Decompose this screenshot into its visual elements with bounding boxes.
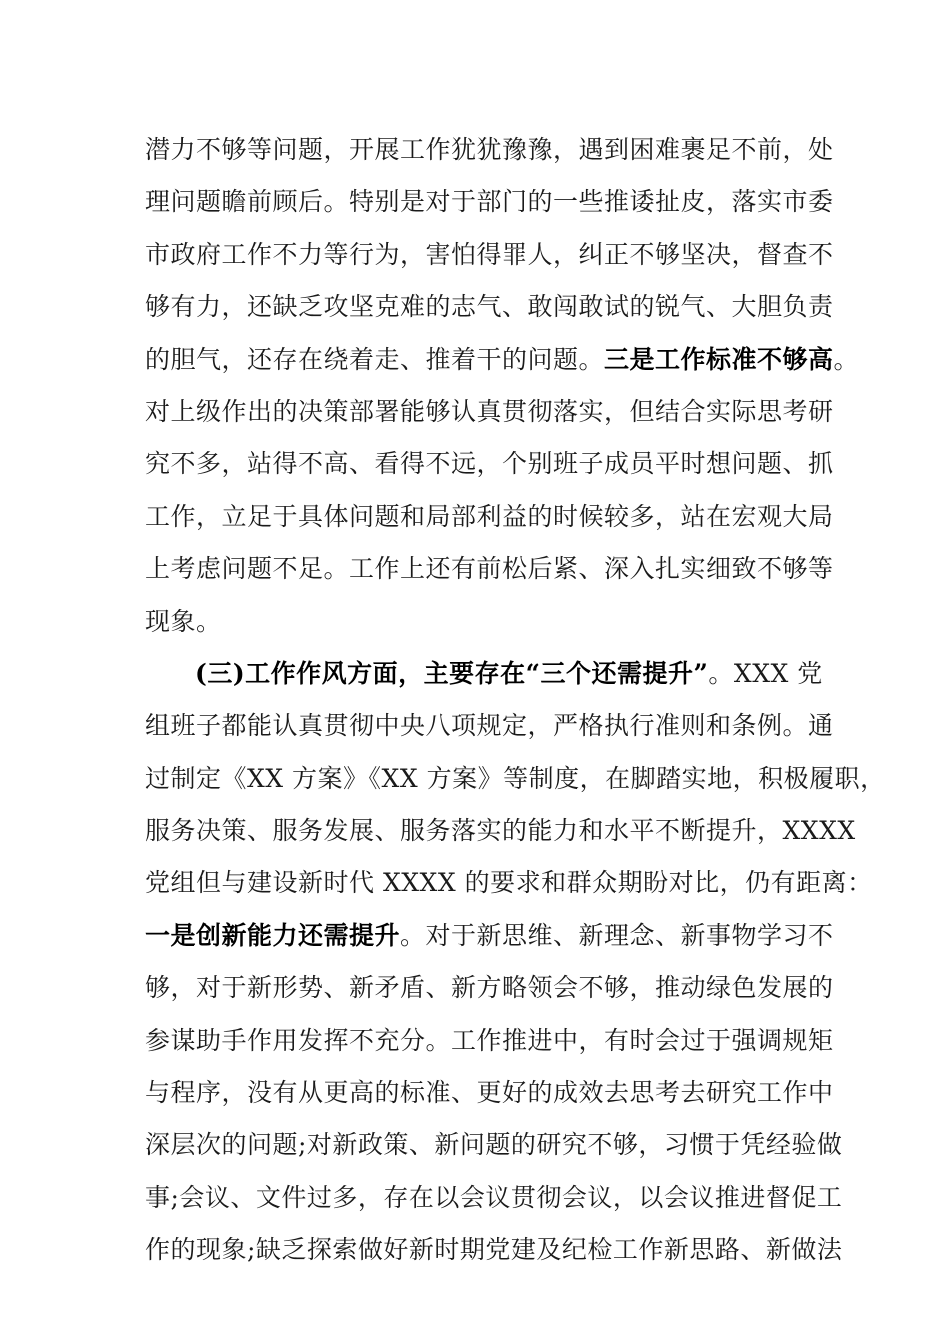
text-line (145, 759, 886, 811)
text-line (145, 444, 834, 496)
text-line (145, 1073, 834, 1125)
text-line (145, 235, 834, 287)
text-segment: 与程序，没有从更高的标准、更好的成效去思考去研究工作中 (145, 1078, 834, 1108)
text-segment: 组班子都能认真贯彻中央八项规定，严格执行准则和条例。通 (145, 711, 834, 741)
text-segment: 上考虑问题不足。工作上还有前松后紧、深入扎实细致不够等 (145, 554, 834, 584)
text-segment: 过制定《XX 方案》《XX 方案》等制度，在脚踏实地，积极履职， (145, 763, 886, 793)
text-line (145, 1178, 843, 1230)
text-segment: 潜力不够等问题，开展工作犹犹豫豫，遇到困难裹足不前，处 (145, 135, 834, 164)
text-line (145, 1021, 834, 1073)
text-segment: 。XXX 党 (708, 658, 823, 688)
bold-text-segment: 一是创新能力还需提升 (145, 920, 401, 950)
text-segment: 对上级作出的决策部署能够认真贯彻落实，但结合实际思考研 (145, 396, 834, 426)
text-segment: 参谋助手作用发挥不充分。工作推进中，有时会过于强调规矩 (145, 1025, 834, 1055)
text-line (145, 916, 834, 968)
text-line (145, 182, 834, 234)
text-segment: 究不多，站得不高、看得不远，个别班子成员平时想问题、抓 (145, 449, 834, 479)
text-segment: 服务决策、服务发展、服务落实的能力和水平不断提升，XXXX (145, 816, 856, 846)
text-line (145, 602, 825, 654)
text-line (145, 340, 860, 392)
text-segment: 事;会议、文件过多，存在以会议贯彻会议，以会议推进督促工 (145, 1182, 843, 1212)
text-line (145, 968, 834, 1020)
document-body-text (145, 130, 886, 1283)
text-line (145, 706, 834, 758)
text-line (145, 863, 873, 915)
text-segment: 党组但与建设新时代 XXXX 的要求和群众期盼对比，仍有距离： (145, 868, 873, 898)
text-segment: 。 (833, 344, 860, 374)
text-line (145, 549, 834, 601)
text-segment: 的胆气，还存在绕着走、推着干的问题。 (145, 344, 605, 374)
bold-text-segment: (三)工作作风方面，主要存在“三个还需提升” (195, 658, 709, 688)
text-line (145, 1125, 843, 1177)
text-line (145, 811, 856, 863)
text-line (145, 497, 834, 549)
text-line (145, 287, 834, 339)
text-line (145, 130, 834, 182)
text-segment: 。对于新思维、新理念、新事物学习不 (400, 920, 834, 950)
text-segment: 市政府工作不力等行为，害怕得罪人，纠正不够坚决，督查不 (145, 239, 834, 269)
text-line (145, 1230, 843, 1282)
text-segment: 够有力，还缺乏攻坚克难的志气、敢闯敢试的锐气、大胆负责 (145, 292, 834, 322)
text-line (145, 654, 825, 706)
text-segment: 够，对于新形势、新矛盾、新方略领会不够，推动绿色发展的 (145, 973, 834, 1003)
bold-text-segment: 三是工作标准不够高 (604, 344, 834, 374)
text-segment: 工作，立足于具体问题和局部利益的时候较多，站在宏观大局 (145, 501, 834, 531)
text-segment: 作的现象;缺乏探索做好新时期党建及纪检工作新思路、新做法 (145, 1235, 843, 1265)
text-segment: 深层次的问题;对新政策、新问题的研究不够，习惯于凭经验做 (145, 1130, 843, 1160)
text-segment: 理问题瞻前顾后。特别是对于部门的一些推诿扯皮，落实市委 (145, 187, 834, 217)
text-line (145, 392, 834, 444)
text-segment: 现象。 (145, 606, 222, 636)
